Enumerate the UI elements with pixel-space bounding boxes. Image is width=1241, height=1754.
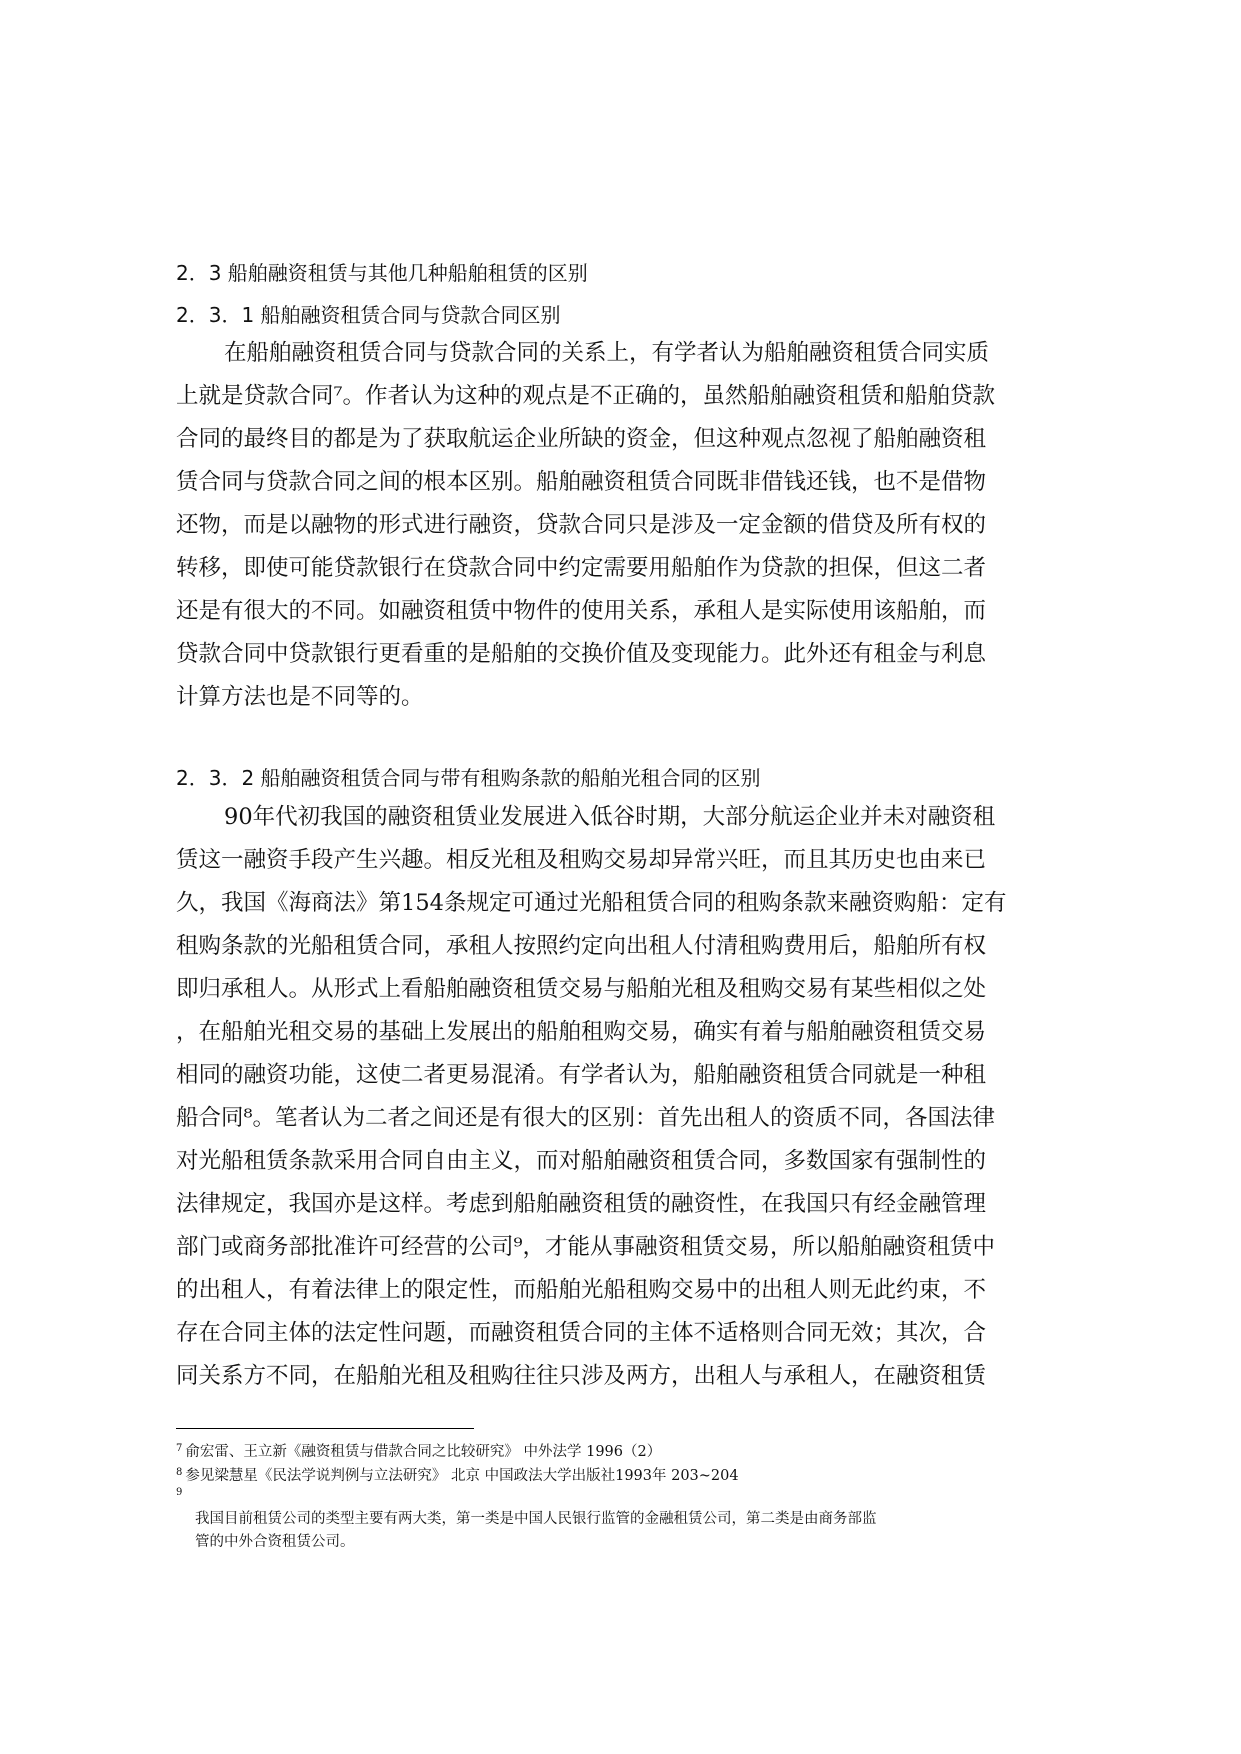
paragraph-bareboat-charter <box>176 796 1006 1398</box>
paragraph-line: 法律规定，我国亦是这样。考虑到船舶融资租赁的融资性，在我国只有经金融管理 <box>176 1191 987 1217</box>
paragraph-line: 90年代初我国的融资租赁业发展进入低谷时期，大部分航运企业并未对融资租 <box>224 804 996 830</box>
paragraph-line: 的出租人，有着法律上的限定性，而船舶光船租购交易中的出租人则无此约束，不 <box>176 1277 987 1303</box>
paragraph-line: 上就是贷款合同⁷。作者认为这种的观点是不正确的，虽然船舶融资租赁和船舶贷款 <box>176 383 996 409</box>
footnote-text: 俞宏雷、王立新《融资租赁与借款合同之比较研究》 中外法学 1996（2） <box>185 1444 662 1460</box>
footnote-text: 参见梁慧星《民法学说判例与立法研究》 北京 中国政法大学出版社1993年 203~204 <box>185 1468 739 1484</box>
paragraph-line: 对光船租赁条款采用合同自由主义，而对船舶融资租赁合同，多数国家有强制性的 <box>176 1148 987 1174</box>
section-heading-2-3-2: 2．3．2 船舶融资租赁合同与带有租购条款的船舶光租合同的区别 <box>176 766 761 790</box>
paragraph-line: 还是有很大的不同。如融资租赁中物件的使用关系，承租人是实际使用该船舶，而 <box>176 598 987 624</box>
paragraph-line: 在船舶融资租赁合同与贷款合同的关系上，有学者认为船舶融资租赁合同实质 <box>224 340 990 366</box>
paragraph-loan-contract <box>176 332 995 719</box>
paragraph-line: 合同的最终目的都是为了获取航运企业所缺的资金，但这种观点忽视了船舶融资租 <box>176 426 987 452</box>
footnote-7 <box>176 1438 661 1463</box>
paragraph-line: 转移，即使可能贷款银行在贷款合同中约定需要用船舶作为贷款的担保，但这二者 <box>176 555 987 581</box>
paragraph-line: 计算方法也是不同等的。 <box>176 684 424 710</box>
paragraph-line: 存在合同主体的法定性问题，而融资租赁合同的主体不适格则合同无效；其次，合 <box>176 1320 987 1346</box>
paragraph-line: 租购条款的光船租赁合同，承租人按照约定向出租人付清租购费用后，船舶所有权 <box>176 933 987 959</box>
paragraph-line: 即归承租人。从形式上看船舶融资租赁交易与船舶光租及租购交易有某些相似之处 <box>176 976 987 1002</box>
paragraph-line: ，在船舶光租交易的基础上发展出的船舶租购交易，确实有着与船舶融资租赁交易 <box>176 1019 987 1045</box>
footnote-9-line-1: 我国目前租赁公司的类型主要有两大类，第一类是中国人民银行监管的金融租赁公司，第二类是由商务部监 <box>195 1511 877 1527</box>
paragraph-line: 久，我国《海商法》第154条规定可通过光船租赁合同的租购条款来融资购船：定有 <box>176 890 1007 916</box>
footnote-marker: 9 <box>176 1487 183 1498</box>
footnote-marker: 8 <box>176 1467 183 1478</box>
footnote-9-marker-line <box>176 1482 185 1507</box>
paragraph-line: 赁合同与贷款合同之间的根本区别。船舶融资租赁合同既非借钱还钱，也不是借物 <box>176 469 987 495</box>
paragraph-line: 相同的融资功能，这使二者更易混淆。有学者认为，船舶融资租赁合同就是一种租 <box>176 1062 987 1088</box>
paragraph-line: 部门或商务部批准许可经营的公司⁹，才能从事融资租赁交易，所以船舶融资租赁中 <box>176 1234 996 1260</box>
section-heading-2-3-1: 2．3．1 船舶融资租赁合同与贷款合同区别 <box>176 303 561 327</box>
footnote-marker: 7 <box>176 1443 183 1454</box>
paragraph-line: 还物，而是以融物的形式进行融资，贷款合同只是涉及一定金额的借贷及所有权的 <box>176 512 987 538</box>
section-heading-2-3: 2．3 船舶融资租赁与其他几种船舶租赁的区别 <box>176 261 588 285</box>
footnote-separator <box>176 1428 474 1429</box>
footnote-9-line-2: 管的中外合资租赁公司。 <box>195 1534 355 1550</box>
footnote-8 <box>176 1462 739 1487</box>
paragraph-line: 赁这一融资手段产生兴趣。相反光租及租购交易却异常兴旺，而且其历史也由来已 <box>176 847 987 873</box>
paragraph-line: 贷款合同中贷款银行更看重的是船舶的交换价值及变现能力。此外还有租金与利息 <box>176 641 987 667</box>
paragraph-line: 同关系方不同，在船舶光租及租购往往只涉及两方，出租人与承租人，在融资租赁 <box>176 1363 987 1389</box>
paragraph-line: 船合同⁸。笔者认为二者之间还是有很大的区别：首先出租人的资质不同，各国法律 <box>176 1105 996 1131</box>
